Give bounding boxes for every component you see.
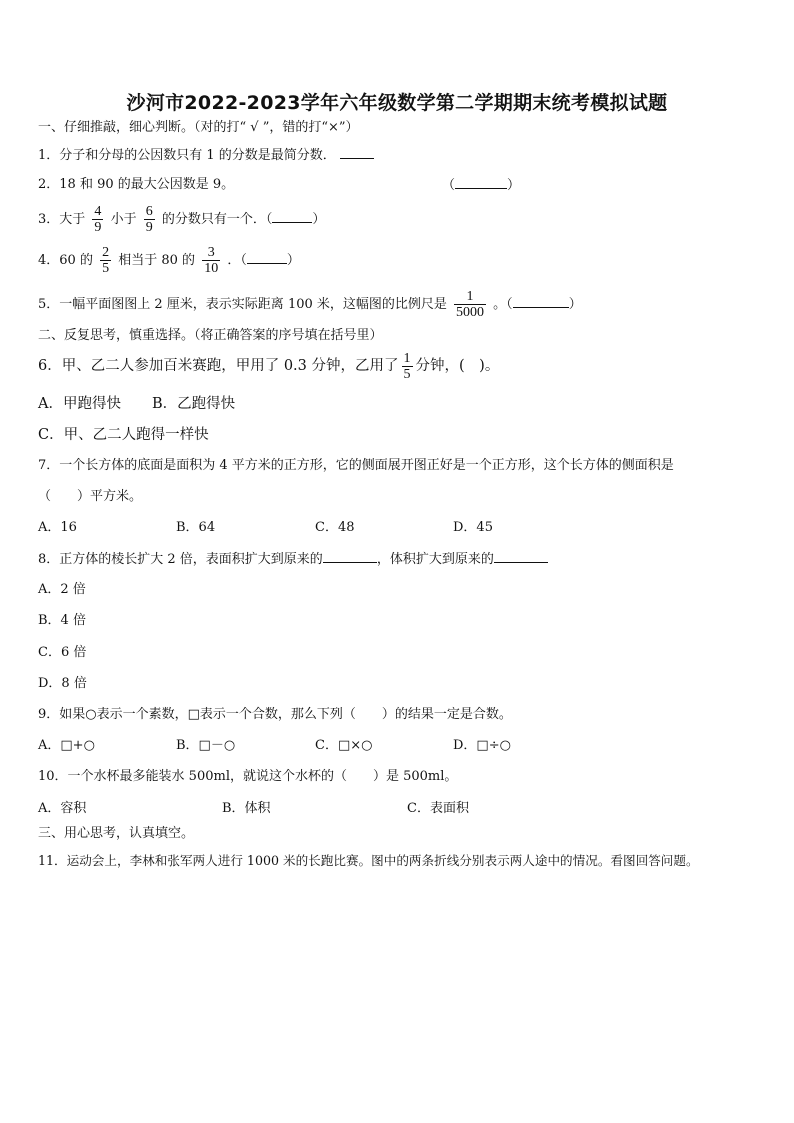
option-a[interactable]: A．2 倍 <box>38 582 86 597</box>
question-5-post: 。（ <box>493 297 513 312</box>
section-heading-3: 三、用心思考，认真填空。 <box>38 826 195 841</box>
answer-paren-2[interactable] <box>442 177 520 194</box>
answer-blank-5[interactable] <box>513 296 569 308</box>
option-d[interactable]: D．□÷○ <box>453 738 511 753</box>
denominator: 5000 <box>456 305 485 320</box>
question-6 <box>38 350 499 382</box>
question-9-options <box>38 738 758 754</box>
question-5 <box>38 289 582 321</box>
question-4-pre: 4．60 的 <box>38 253 93 268</box>
denominator: 5 <box>403 366 411 382</box>
question-8-pre: 8．正方体的棱长扩大 2 倍，表面积扩大到原来的 <box>38 552 323 567</box>
option-c[interactable]: C．48 <box>315 520 355 535</box>
option-b[interactable]: B．体积 <box>222 801 271 816</box>
option-d[interactable]: D．8 倍 <box>38 676 87 691</box>
option-b[interactable]: B．□－○ <box>176 738 236 753</box>
option-c[interactable]: C．□×○ <box>315 738 373 753</box>
question-8 <box>38 551 548 568</box>
question-6-pre: 6．甲、乙二人参加百米赛跑，甲用了 0.3 分钟，乙用了 <box>38 358 399 374</box>
option-c[interactable]: C．甲、乙二人跑得一样快 <box>38 427 209 443</box>
section-heading-1: 一、仔细推敲，细心判断。（对的打“ √ ”，错的打“×”） <box>38 120 359 135</box>
question-2 <box>38 177 234 193</box>
answer-blank-2[interactable] <box>455 177 507 189</box>
question-3 <box>38 204 325 236</box>
option-c[interactable]: C．表面积 <box>407 801 469 816</box>
fraction-2-5 <box>100 245 111 276</box>
paren-close: ） <box>507 178 521 193</box>
option-b[interactable]: B．乙跑得快 <box>152 396 236 412</box>
answer-blank-8a[interactable] <box>323 551 377 563</box>
question-3-pre: 3．大于 <box>38 212 86 227</box>
section-heading-2: 二、反复思考，慎重选择。（将正确答案的序号填在括号里） <box>38 328 383 343</box>
question-3-mid: 小于 <box>110 212 137 227</box>
option-b[interactable]: B．64 <box>176 520 216 535</box>
numerator: 1 <box>466 289 474 304</box>
question-5-pre: 5．一幅平面图图上 2 厘米，表示实际距离 100 米，这幅图的比例尺是 <box>38 297 447 312</box>
option-b[interactable]: B．4 倍 <box>38 613 86 628</box>
denominator: 9 <box>94 220 102 235</box>
fraction-6-9 <box>144 204 155 235</box>
question-3-post: 的分数只有一个．（ <box>161 212 273 227</box>
question-4-post: ．（ <box>227 253 247 268</box>
numerator: 4 <box>94 204 102 219</box>
option-a[interactable]: A．甲跑得快 <box>38 396 121 412</box>
numerator: 6 <box>145 204 153 219</box>
question-2-text: 2．18 和 90 的最大公因数是 9。 <box>38 177 235 192</box>
denominator: 10 <box>204 261 219 276</box>
question-11: 11．运动会上，李林和张军两人进行 1000 米的长跑比赛。图中的两条折线分别表示两人途中的情况。看图回答问题。 <box>38 853 699 868</box>
question-4-mid: 相当于 80 的 <box>118 253 196 268</box>
answer-blank-4[interactable] <box>247 252 287 264</box>
denominator: 9 <box>145 220 153 235</box>
question-6-options-row-2 <box>38 427 209 443</box>
answer-blank-8b[interactable] <box>494 551 548 563</box>
fraction-3-10 <box>202 245 220 276</box>
numerator: 2 <box>102 245 110 260</box>
question-7-line-1: 7．一个长方体的底面是面积为 4 平方米的正方形，它的侧面展开图正好是一个正方形，这个长方体的侧面积是 <box>38 458 674 473</box>
numerator: 1 <box>403 350 411 366</box>
question-10: 10．一个水杯最多能装水 500ml，就说这个水杯的（ ）是 500ml。 <box>38 769 458 784</box>
question-4 <box>38 245 300 277</box>
option-a[interactable]: A．16 <box>38 520 77 535</box>
paren-close: ） <box>286 253 300 268</box>
page-title: 沙河市2022-2023学年六年级数学第二学期期末统考模拟试题 <box>126 92 668 114</box>
fraction-4-9 <box>92 204 103 235</box>
question-8-mid: ，体积扩大到原来的 <box>376 552 494 567</box>
fraction-1-5 <box>402 351 413 382</box>
question-6-post: 分钟，( )。 <box>415 358 500 374</box>
option-a[interactable]: A．□+○ <box>38 738 95 753</box>
question-1-text: 1．分子和分母的公因数只有 1 的分数是最简分数． <box>38 148 336 163</box>
option-d[interactable]: D．45 <box>453 520 493 535</box>
fraction-1-5000 <box>454 289 486 320</box>
paren-close: ） <box>312 212 326 227</box>
option-a[interactable]: A．容积 <box>38 801 87 816</box>
numerator: 3 <box>207 245 215 260</box>
question-1 <box>38 147 374 164</box>
denominator: 5 <box>102 261 110 276</box>
answer-blank-3[interactable] <box>272 211 312 223</box>
question-9: 9．如果○表示一个素数，□表示一个合数，那么下列（ ）的结果一定是合数。 <box>38 707 512 722</box>
answer-blank-1[interactable] <box>340 147 374 159</box>
question-7-options <box>38 520 758 536</box>
question-10-options <box>38 801 758 817</box>
paren-close: ） <box>568 297 582 312</box>
paren-open: （ <box>442 178 456 193</box>
question-7-line-2: （ ）平方米。 <box>38 489 143 504</box>
option-c[interactable]: C．6 倍 <box>38 645 87 660</box>
